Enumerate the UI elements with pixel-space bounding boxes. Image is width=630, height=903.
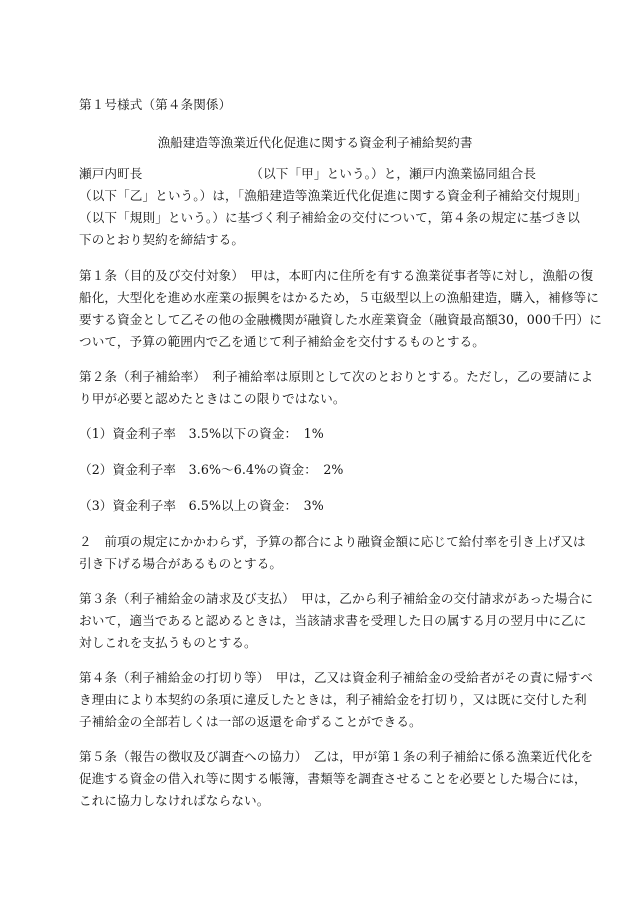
article-4-line: 第４条（利子補給金の打切り等） 甲は，乙又は資金利子補給金の受給者がその責に帰すべ	[79, 670, 593, 685]
article-2-line: 第２条（利子補給率） 利子補給率は原則として次のとおりとする。ただし，乙の要請によ	[79, 369, 594, 384]
form-label: 第１号様式（第４条関係）	[79, 97, 232, 112]
article-4-line: き理由により本契約の条項に違反したときは，利子補給金を打切り，又は既に交付した利	[79, 692, 587, 707]
preamble-line: （以下「乙」という。）は，「漁船建造等漁業近代化促進に関する資金利子補給交付規則」	[79, 188, 587, 203]
preamble-line: 下のとおり契約を締結する。	[79, 232, 245, 247]
article-1-line: ついて，予算の範囲内で乙を通じて利子補給金を交付するものとする。	[79, 334, 485, 349]
article-1-line: 船化，大型化を進め水産業の振興をはかるため，５屯級型以上の漁船建造，購入，補修等に	[79, 290, 599, 305]
article-3-line: おいて，適当であると認めるときは，当該請求書を受理した日の属する月の翌月中に乙に	[79, 613, 587, 628]
article-3-line: 第３条（利子補給金の請求及び支払） 甲は，乙から利子補給金の交付請求があった場合に	[79, 591, 594, 606]
article-3-line: 対しこれを支払うものとする。	[79, 635, 257, 650]
rate-item: （3）資金利子率 6.5%以上の資金： 3%	[79, 498, 324, 513]
preamble-line: （以下「規則」という。）に基づく利子補給金の交付について，第４条の規定に基づき以	[79, 210, 580, 225]
rate-item: （2）資金利子率 3.6%〜6.4%の資金： 2%	[79, 462, 344, 477]
article-5-line: 促進する資金の借入れ等に関する帳簿，書類等を調査させることを必要とした場合には，	[79, 771, 587, 786]
article-2-line: り甲が必要と認めたときはこの限りではない。	[79, 391, 346, 406]
preamble-line: 瀬戸内町長 （以下「甲」という。）と，瀬戸内漁業協同組合長	[79, 166, 537, 181]
document-title: 漁船建造等漁業近代化促進に関する資金利子補給契約書	[157, 135, 473, 150]
rate-item: （1）資金利子率 3.5%以下の資金： 1%	[79, 426, 324, 441]
article-4-line: 子補給金の全部若しくは一部の返還を命ずることができる。	[79, 714, 422, 729]
article-2-paragraph-2-line: 引き下げる場合があるものとする。	[79, 556, 283, 571]
article-5-line: 第５条（報告の徴収及び調査への協力） 乙は，甲が第１条の利子補給に係る漁業近代化を	[79, 749, 594, 764]
article-5-line: これに協力しなければならない。	[79, 793, 270, 808]
article-1-line: 第１条（目的及び交付対象） 甲は，本町内に住所を有する漁業従事者等に対し，漁船の復	[79, 268, 594, 283]
article-2-paragraph-2-line: ２ 前項の規定にかかわらず，予算の都合により融資金額に応じて給付率を引き上げ又は	[79, 534, 586, 549]
article-1-line: 要する資金として乙その他の金融機関が融資した水産業資金（融資最高額30，000千円）に	[79, 312, 602, 327]
